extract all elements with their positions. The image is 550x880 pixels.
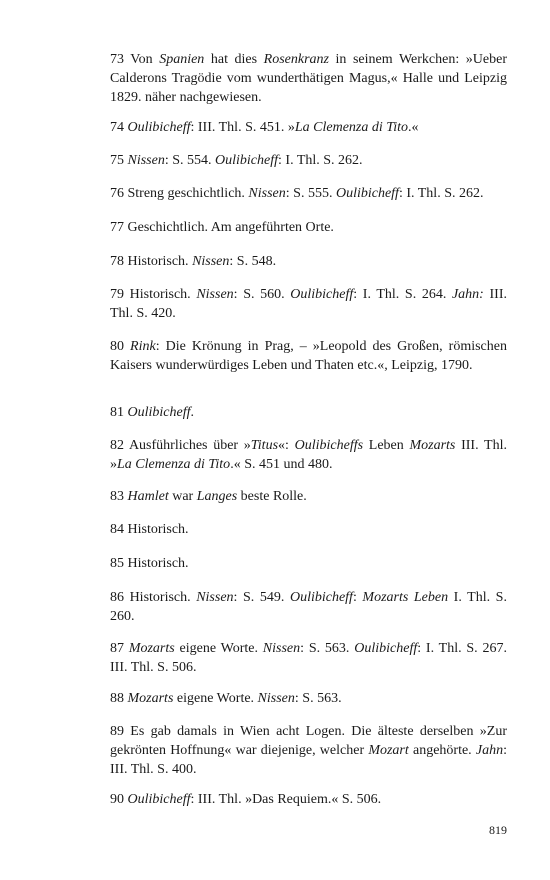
note-text: : S. 549. (233, 590, 290, 605)
note-text: : S. 548. (229, 254, 277, 269)
italic-text: Jahn: (451, 287, 484, 302)
note-text: 82 Ausführliches über » (110, 438, 251, 453)
italic-text: Nissen (196, 590, 234, 605)
note-text: 79 Historisch. (110, 287, 197, 302)
note-text: 74 (110, 120, 128, 135)
note-text: . (190, 405, 194, 420)
note-text: : III. Thl. S. 451. » (190, 120, 295, 135)
note-text: eigene Worte. (173, 691, 258, 706)
note-text: .« S. 451 und 480. (230, 457, 333, 472)
note-text: : III. Thl. »Das Requiem.« S. 506. (190, 792, 382, 807)
note-text: beste Rolle. (237, 489, 307, 504)
note-text: hat dies (204, 52, 264, 67)
endnote-75 (110, 151, 507, 170)
note-text: 78 Historisch. (110, 254, 193, 269)
note-text: : S. 563. (300, 641, 355, 656)
endnote-83 (110, 487, 507, 506)
italic-text: Nissen (262, 641, 301, 656)
italic-text: Oulibicheff (127, 405, 191, 420)
italic-text: Mozart (368, 743, 409, 758)
endnote-82 (110, 436, 507, 474)
italic-text: Spanien (159, 52, 205, 67)
endnote-73 (110, 50, 507, 107)
note-text: 76 Streng geschichtlich. (110, 186, 249, 201)
note-text: 77 Geschichtlich. Am angeführten Orte. (110, 220, 334, 235)
endnote-80 (110, 337, 507, 375)
italic-text: Oulibicheff (215, 153, 279, 168)
endnote-84 (110, 520, 507, 539)
note-text: : S. 560. (233, 287, 291, 302)
note-text: : S. 554. (164, 153, 216, 168)
endnote-79 (110, 285, 507, 323)
note-text: 88 (110, 691, 128, 706)
note-text: 73 Von (110, 52, 160, 67)
italic-text: Oulibicheff (354, 641, 418, 656)
italic-text: Nissen (257, 691, 295, 706)
note-text: : III. Thl. S. 400. (110, 743, 507, 777)
italic-text: Langes (196, 489, 238, 504)
note-text: 80 (110, 339, 131, 354)
italic-text: La Clemenza di Tito (294, 120, 409, 135)
italic-text: Oulibicheff (335, 186, 399, 201)
note-text: «: (278, 438, 295, 453)
italic-text: Mozarts (127, 691, 174, 706)
note-text: III. Thl. S. 420. (110, 287, 507, 321)
note-text: 81 (110, 405, 128, 420)
endnote-78 (110, 252, 507, 271)
note-text: : S. 563. (294, 691, 342, 706)
endnote-88 (110, 689, 507, 708)
note-text: 83 (110, 489, 128, 504)
italic-text: La Clemenza di Tito (117, 457, 231, 472)
note-text: in seinem Werkchen: »Ueber Calderons Tragödie vom wunderthätigen Magus,« Halle und Leipzig 1829. näher nachgewiesen. (110, 52, 507, 105)
note-text: angehörte. (408, 743, 476, 758)
endnote-87 (110, 639, 507, 677)
note-text: war (168, 489, 197, 504)
endnote-76 (110, 184, 507, 203)
note-text: : I. Thl. S. 262. (398, 186, 484, 201)
italic-text: Nissen (196, 287, 234, 302)
italic-text: Oulibicheffs (294, 438, 364, 453)
italic-text: Oulibicheff (290, 287, 354, 302)
endnote-81 (110, 403, 507, 422)
endnote-90 (110, 790, 507, 809)
italic-text: Nissen (248, 186, 286, 201)
note-text: 87 (110, 641, 129, 656)
note-text: : I. Thl. S. 267. III. Thl. S. 506. (110, 641, 507, 675)
italic-text: Mozarts (128, 641, 175, 656)
note-text: 89 Es gab damals in Wien acht Logen. Die älteste derselben »Zur gekrönten Hoffnung« war diejenige, welcher (110, 724, 507, 758)
note-text: 84 Historisch. (110, 522, 189, 537)
note-text: : S. 555. (285, 186, 336, 201)
note-text: Leben (363, 438, 410, 453)
note-text: : I. Thl. S. 262. (278, 153, 363, 168)
italic-text: Nissen (192, 254, 230, 269)
endnote-85 (110, 554, 507, 573)
note-text: 75 (110, 153, 128, 168)
note-text: I. Thl. S. 260. (110, 590, 507, 624)
italic-text: Jahn (475, 743, 504, 758)
italic-text: Mozarts (409, 438, 456, 453)
note-text: 85 Historisch. (110, 556, 189, 571)
italic-text: Nissen (127, 153, 165, 168)
note-text: eigene Worte. (174, 641, 263, 656)
italic-text: Mozarts Leben (362, 590, 449, 605)
endnote-77 (110, 218, 507, 237)
endnote-86 (110, 588, 507, 626)
italic-text: Oulibicheff (127, 792, 191, 807)
endnote-89 (110, 722, 507, 779)
italic-text: Rink (130, 339, 156, 354)
italic-text: Hamlet (127, 489, 169, 504)
note-text: : I. Thl. S. 264. (353, 287, 452, 302)
italic-text: Rosenkranz (263, 52, 329, 67)
note-text: 86 Historisch. (110, 590, 197, 605)
note-text: III. Thl. » (110, 438, 507, 472)
italic-text: Titus (250, 438, 279, 453)
note-text: .« (408, 120, 419, 135)
italic-text: Oulibicheff (289, 590, 353, 605)
note-text: : (352, 590, 363, 605)
endnote-74 (110, 118, 507, 137)
italic-text: Oulibicheff (127, 120, 191, 135)
note-text: : Die Krönung in Prag, – »Leopold des Großen, römischen Kaisers wunderwürdiges Leben und Thaten etc.«, Leipzig, 1790. (110, 339, 507, 373)
note-text: 90 (110, 792, 128, 807)
page-number: 819 (489, 823, 507, 837)
